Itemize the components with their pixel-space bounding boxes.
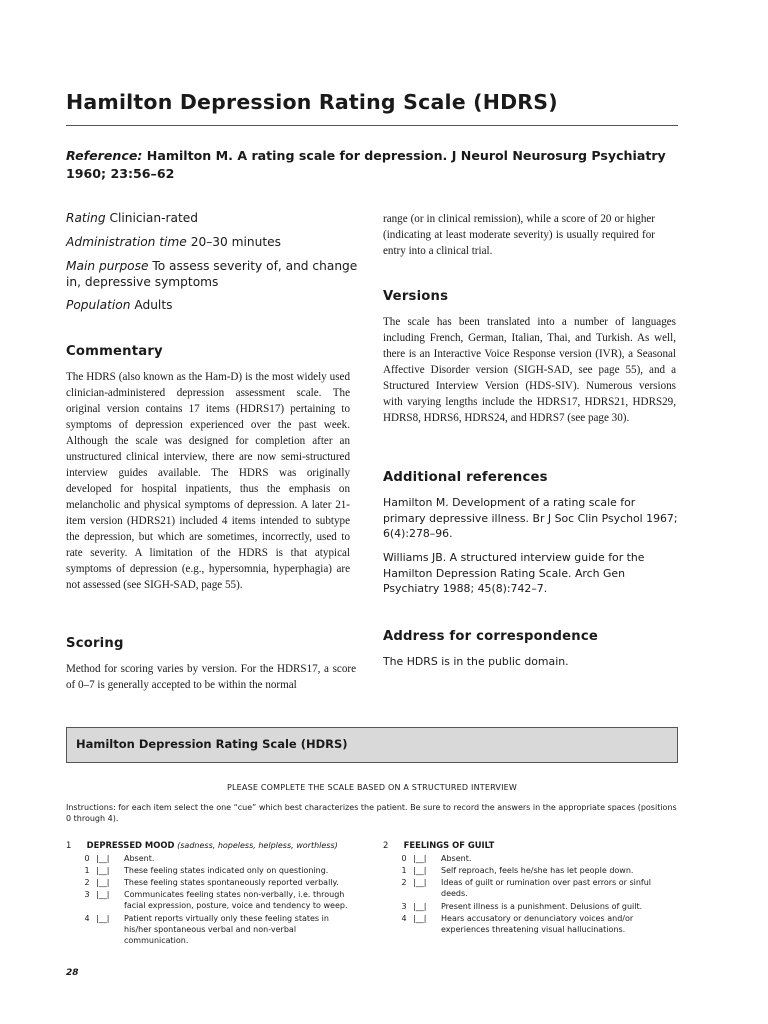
item-number: 1	[66, 840, 72, 850]
option-value: 2	[401, 878, 407, 887]
option-value: 3	[84, 890, 90, 899]
form-option	[399, 913, 689, 935]
title-divider	[66, 125, 678, 126]
answer-checkbox[interactable]: |__|	[96, 890, 110, 899]
item-number: 2	[383, 840, 389, 850]
answer-checkbox[interactable]: |__|	[96, 854, 110, 863]
reference-text: Hamilton M. A rating scale for depression. J Neurol Neurosurg Psychiatry 1960; 23:56–62	[66, 148, 666, 181]
answer-checkbox[interactable]: |__|	[413, 902, 427, 911]
form-option	[399, 853, 689, 864]
answer-checkbox[interactable]: |__|	[413, 866, 427, 875]
meta-population-value: Adults	[134, 298, 173, 312]
option-text: Ideas of guilt or rumination over past errors or sinful deeds.	[441, 878, 652, 898]
option-text: Patient reports virtually only these feeling states in his/her spontaneous verbal and non-verbal communication.	[124, 914, 329, 945]
option-value: 0	[84, 854, 90, 863]
form-title-box	[66, 727, 678, 763]
meta-rating-value: Clinician-rated	[109, 211, 198, 225]
option-value: 2	[84, 878, 90, 887]
answer-checkbox[interactable]: |__|	[413, 914, 427, 923]
meta-rating-label: Rating	[66, 211, 106, 225]
form-option	[82, 853, 372, 864]
option-text: Absent.	[441, 854, 472, 863]
item-cue: (sadness, hopeless, helpless, worthless)	[177, 841, 338, 850]
option-text: These feeling states spontaneously reported verbally.	[124, 878, 339, 887]
commentary-text: The HDRS (also known as the Ham-D) is the most widely used clinician-administered depression assessment scale. The original version contains 17 items (HDRS17) pertaining to symptoms of depression experienced over the past week. Although the scale was designed for completion after an unstructured clinical interview, there are now semi-structured interview guides available. The HDRS was originally developed for hospital inpatients, thus the emphasis on melancholic and physical symptoms of depression. A later 21-item version (HDRS21) included 4 items intended to subtype the depression, but which are sometimes, incorrectly, used to rate severity. A limitation of the HDRS is that atypical symptoms of depression (e.g., hypersomnia, hyperphagia) are not assessed (see SIGH-SAD, page 55).	[66, 371, 350, 591]
answer-checkbox[interactable]: |__|	[413, 878, 427, 887]
meta-population-label: Population	[66, 298, 131, 312]
form-option	[399, 865, 689, 876]
versions-heading: Versions	[383, 289, 449, 304]
form-option	[82, 865, 372, 876]
answer-checkbox[interactable]: |__|	[96, 878, 110, 887]
form-option	[82, 889, 372, 911]
option-value: 3	[401, 902, 407, 911]
option-value: 4	[401, 914, 407, 923]
scoring-heading: Scoring	[66, 636, 124, 651]
meta-rating	[66, 210, 366, 226]
additional-reference-item: Hamilton M. Development of a rating scale for primary depressive illness. Br J Soc Clin Psychol 1967; 6(4):278–96.	[383, 496, 678, 540]
meta-admin-time	[66, 234, 366, 250]
meta-population	[66, 297, 366, 313]
item-title: FEELINGS OF GUILT	[403, 840, 495, 850]
reference	[66, 147, 686, 183]
additional-references-heading: Additional references	[383, 470, 548, 485]
answer-checkbox[interactable]: |__|	[96, 914, 110, 923]
form-option	[82, 877, 372, 888]
option-text: These feeling states indicated only on questioning.	[124, 866, 329, 875]
meta-purpose	[66, 258, 366, 290]
form-item-options	[399, 853, 689, 943]
form-title: Hamilton Depression Rating Scale (HDRS)	[76, 737, 348, 751]
form-item-heading	[383, 840, 494, 850]
form-option	[399, 901, 689, 912]
meta-purpose-value: To assess severity of, and change in, depressive symptoms	[66, 259, 358, 289]
answer-checkbox[interactable]: |__|	[96, 866, 110, 875]
answer-checkbox[interactable]: |__|	[413, 854, 427, 863]
option-text: Communicates feeling states non-verbally, i.e. through facial expression, posture, voice and tendency to weep.	[124, 890, 348, 910]
versions-text: The scale has been translated into a number of languages including French, German, Italian, Thai, and Turkish. As well, there is an Interactive Voice Response version (IVR), a Seasonal Affective Disorder version (SIGH-SAD, see page 55), and a Structured Interview Version (HDS-SIV). Numerous versions with varying lengths include the HDRS17, HDRS21, HDRS29, HDRS8, HDRS6, HDRS24, and HDRS7 (see page 30).	[383, 316, 676, 424]
form-option	[82, 913, 372, 946]
page-number: 28	[66, 968, 79, 978]
option-text: Present illness is a punishment. Delusions of guilt.	[441, 902, 643, 911]
form-instruction-header: PLEASE COMPLETE THE SCALE BASED ON A STRUCTURED INTERVIEW	[226, 783, 518, 792]
additional-reference-item: Williams JB. A structured interview guide for the Hamilton Depression Rating Scale. Arch Gen Psychiatry 1988; 45(8):742–7.	[383, 551, 645, 595]
option-value: 1	[401, 866, 407, 875]
option-text: Self reproach, feels he/she has let people down.	[441, 866, 634, 875]
meta-admin-time-label: Administration time	[66, 235, 187, 249]
form-option	[399, 877, 689, 899]
form-item-heading	[66, 840, 338, 850]
option-text: Hears accusatory or denunciatory voices and/or experiences threatening visual hallucinations.	[441, 914, 634, 934]
meta-purpose-label: Main purpose	[66, 259, 149, 273]
page-title: Hamilton Depression Rating Scale (HDRS)	[66, 90, 558, 114]
form-item-options	[82, 853, 372, 953]
option-text: Absent.	[124, 854, 155, 863]
item-title: DEPRESSED MOOD	[86, 840, 175, 850]
form-instructions: Instructions: for each item select the one “cue” which best characterizes the patient. Be sure to record the answers in the appropriate spaces (positions 0 through 4).	[66, 803, 677, 823]
scoring-text-left: Method for scoring varies by version. For the HDRS17, a score of 0–7 is generally accepted to be within the normal	[66, 663, 356, 691]
option-value: 1	[84, 866, 90, 875]
option-value: 4	[84, 914, 90, 923]
address-text: The HDRS is in the public domain.	[383, 655, 569, 668]
reference-label: Reference:	[66, 148, 143, 163]
option-value: 0	[401, 854, 407, 863]
meta-admin-time-value: 20–30 minutes	[190, 235, 282, 249]
scoring-text-right: range (or in clinical remission), while a score of 20 or higher (indicating at least moderate severity) is usually required for entry into a clinical trial.	[383, 213, 655, 257]
commentary-heading: Commentary	[66, 344, 163, 359]
address-heading: Address for correspondence	[383, 629, 599, 644]
